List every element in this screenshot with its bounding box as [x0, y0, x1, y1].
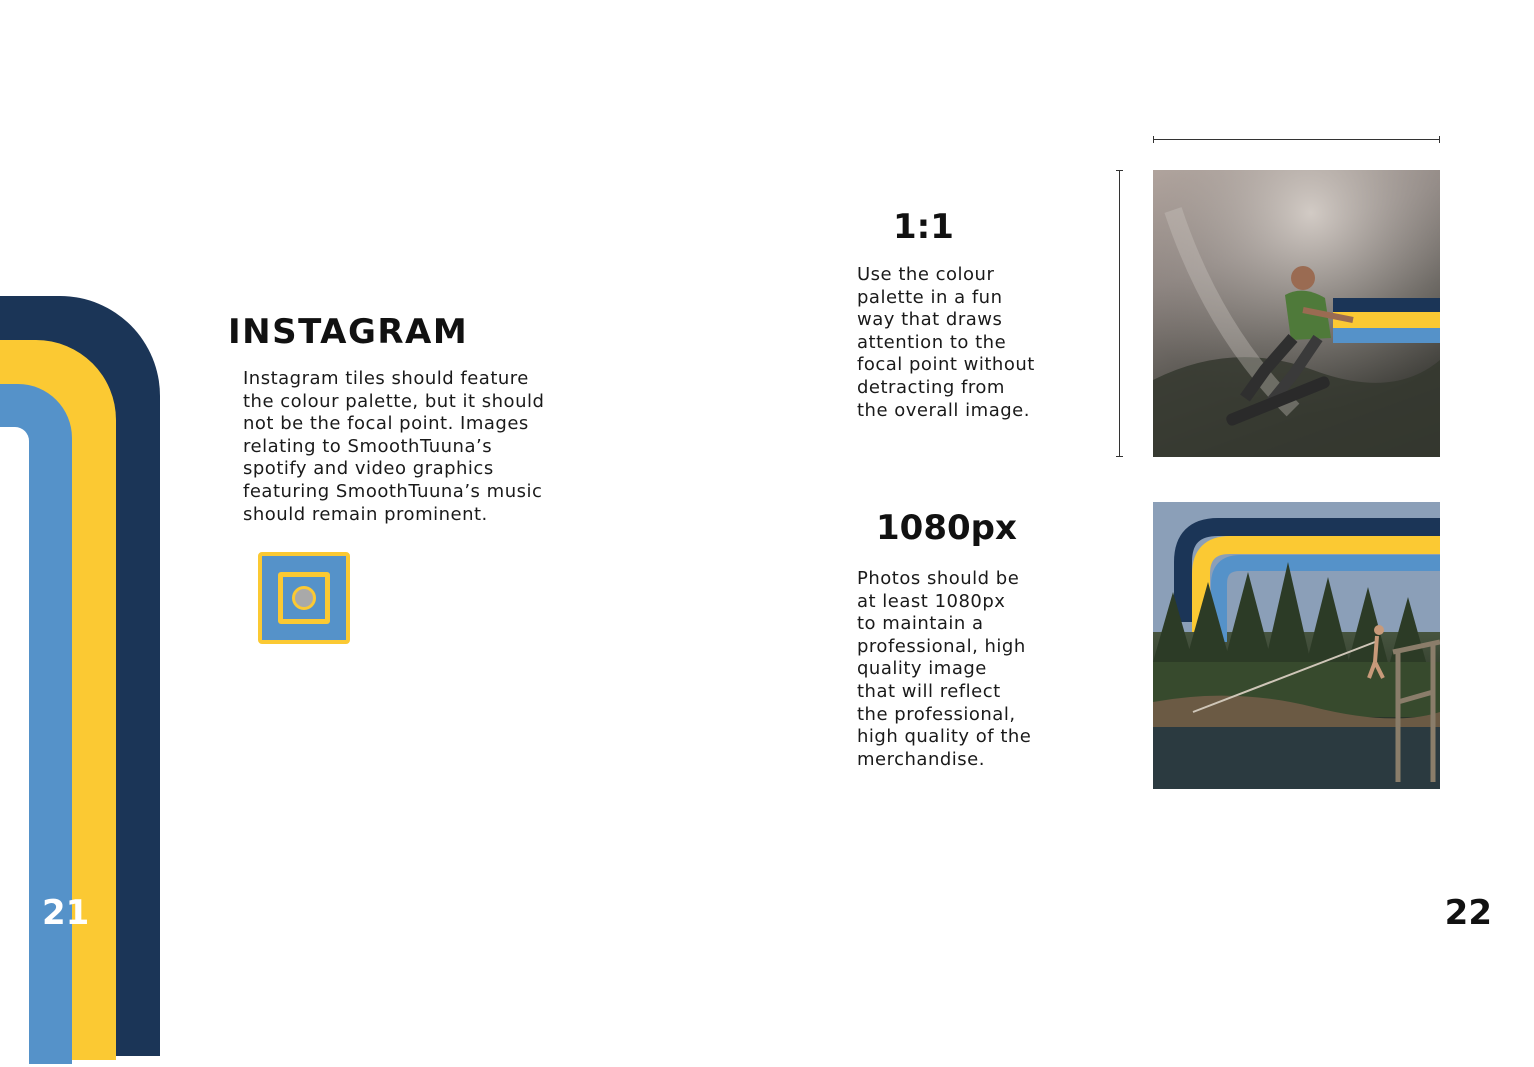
lake-illustration: [1153, 502, 1440, 789]
waterskier-photo: [1153, 170, 1440, 457]
resolution-title: 1080px: [876, 508, 1017, 548]
waterskier-illustration: [1153, 170, 1440, 457]
instagram-icon-frame: [278, 572, 330, 624]
ratio-title: 1:1: [893, 207, 954, 247]
width-dimension-line: [1153, 139, 1440, 140]
ratio-description: Use the colour palette in a fun way that draws attention to the focal point without detracting from the overall image.: [857, 264, 1035, 421]
lake-photo: [1153, 502, 1440, 789]
decorative-stripe-inner: [0, 427, 29, 1067]
instagram-icon: [258, 552, 350, 644]
instagram-heading: INSTAGRAM: [228, 312, 469, 352]
page-number-left: 21: [42, 893, 90, 933]
height-dimension-line: [1119, 170, 1120, 457]
page-number-right: 22: [1444, 893, 1492, 933]
resolution-description: Photos should be at least 1080px to maintain a professional, high quality image that will reflect the professional, high quality of the merchandise.: [857, 568, 1032, 770]
instagram-icon-lens: [292, 586, 316, 610]
instagram-description: Instagram tiles should feature the colour palette, but it should not be the focal point. Images relating to SmoothTuuna’s spotify and video graphics featuring SmoothTuuna’s music should remain prominent.: [243, 368, 545, 525]
